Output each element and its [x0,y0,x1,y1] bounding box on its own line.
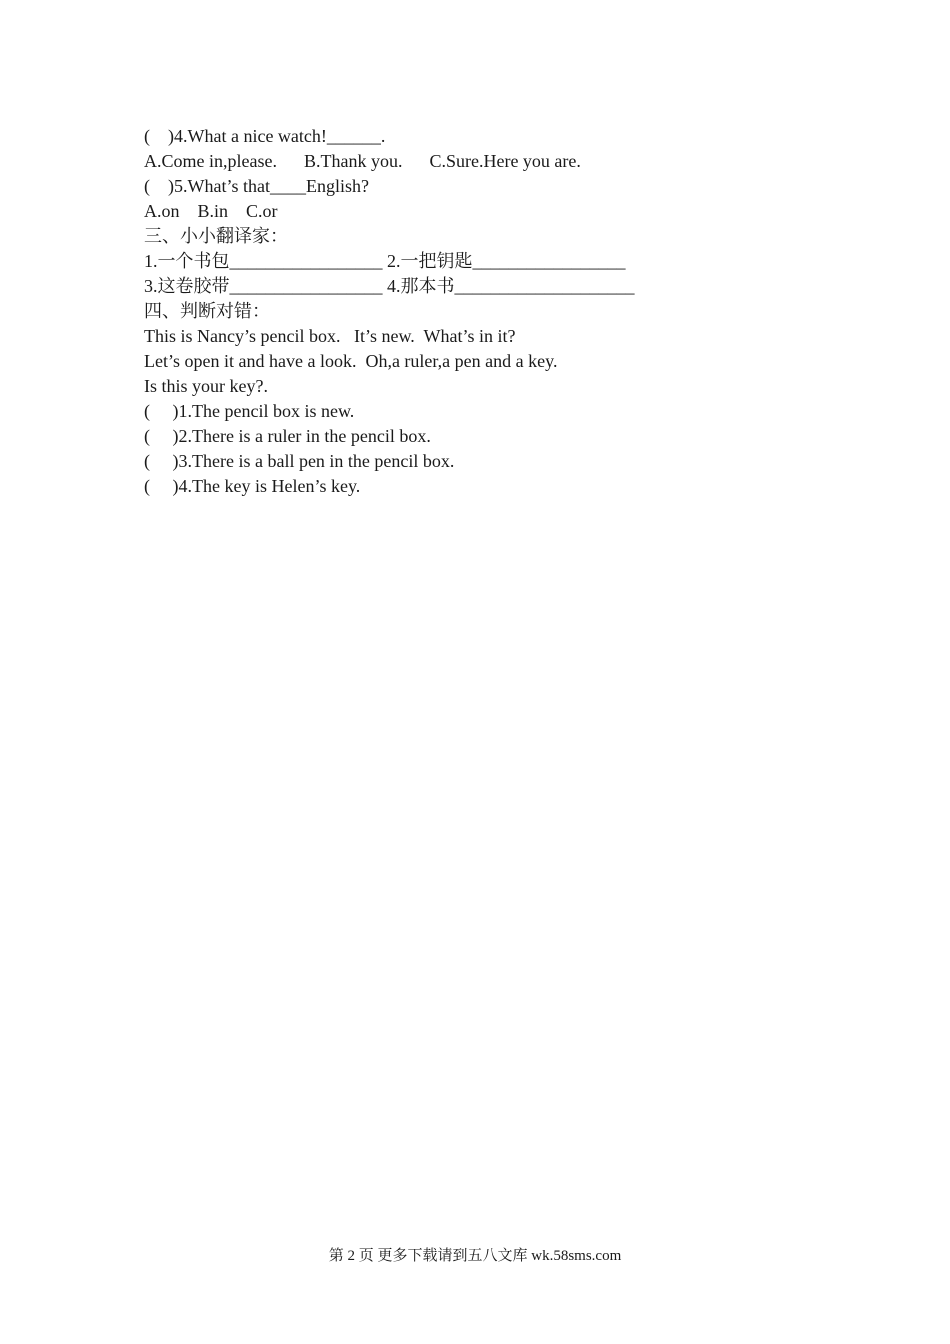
question-5: ( )5.What’s that____English? [144,176,369,196]
question-5-options: A.on B.in C.or [144,201,278,221]
passage-line-2: Let’s open it and have a look. Oh,a ruler,a pen and a key. [144,351,558,371]
passage-line-1: This is Nancy’s pencil box. It’s new. What’s in it? [144,326,516,346]
judge-item-3: ( )3.There is a ball pen in the pencil box. [144,451,455,471]
question-4-options: A.Come in,please. B.Thank you. C.Sure.Here you are. [144,151,581,171]
question-4: ( )4.What a nice watch!______. [144,126,386,146]
judge-item-2: ( )2.There is a ruler in the pencil box. [144,426,431,446]
worksheet-content [144,124,844,499]
translation-row-1: 1.一个书包_________________ 2.一把钥匙_________________ [144,251,626,271]
judge-item-1: ( )1.The pencil box is new. [144,401,355,421]
page-footer: 第 2 页 更多下载请到五八文库 wk.58sms.com [328,1248,622,1264]
judge-item-4: ( )4.The key is Helen’s key. [144,476,361,496]
translation-row-2: 3.这卷胶带_________________ 4.那本书____________________ [144,276,635,296]
section-3-heading: 三、小小翻译家： [144,226,288,246]
passage-line-3: Is this your key?. [144,376,268,396]
section-4-heading: 四、判断对错： [144,301,270,321]
